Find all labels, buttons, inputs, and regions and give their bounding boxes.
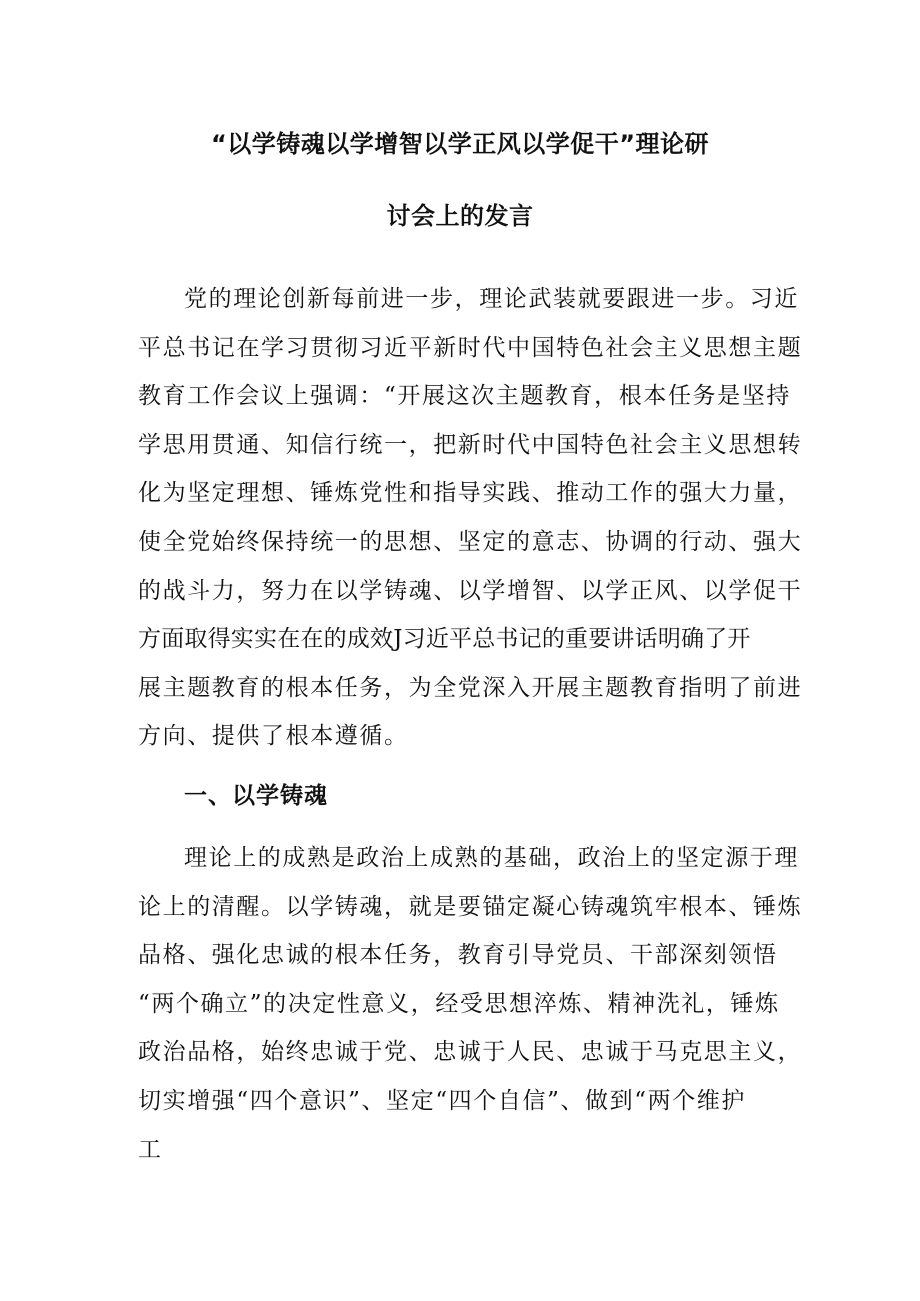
paragraph-line: 教育工作会议上强调：“开展这次主题教育，根本任务是坚持 [138,383,791,410]
paragraph-line: 品格、强化忠诚的根本任务，教育引导党员、干部深刻领悟 [138,942,778,969]
document-title-line-2: 讨会上的发言 [386,202,534,230]
paragraph-line: 党的理论创新每前进一步，理论武装就要跟进一步。习近 [184,286,799,312]
section-heading: 一、以学铸魂 [184,783,328,809]
paragraph-line: 平总书记在学习贯彻习近平新时代中国特色社会主义思想主题 [138,334,803,361]
paragraph-line: 学思用贯通、知信行统一，把新时代中国特色社会主义思想转 [138,431,803,458]
paragraph-line: 的战斗力，努力在以学铸魂、以学增智、以学正风、以学促干 [138,577,803,604]
paragraph-line: 使全党始终保持统一的思想、坚定的意志、协调的行动、强大 [138,528,803,555]
paragraph-line: “两个确立”的决定性意义，经受思想淬炼、精神洗礼，锤炼 [138,990,780,1017]
paragraph-line: 展主题教育的根本任务，为全党深入开展主题教育指明了前进 [138,674,803,701]
document-title-line-1: “以学铸魂以学增智以学正风以学促干”理论研 [210,130,710,158]
paragraph-line: 论上的清醒。以学铸魂，就是要锚定凝心铸魂筑牢根本、锤炼 [138,893,803,920]
intro-paragraph [138,275,803,761]
paragraph-line: 政治品格，始终忠诚于党、忠诚于人民、忠诚于马克思主义， [138,1039,803,1066]
paragraph-line: 工 [138,1136,163,1163]
paragraph-line: 方面取得实实在在的成效J习近平总书记的重要讲话明确了开 [138,626,751,653]
paragraph-line: 理论上的成熟是政治上成熟的基础，政治上的坚定源于理 [184,845,799,871]
paragraph-line: 方向、提供了根本遵循。 [138,723,409,750]
paragraph-line: 化为坚定理想、锤炼党性和指导实践、推动工作的强大力量， [138,480,803,507]
section-1-paragraph [138,834,803,1174]
paragraph-line: 切实增强“四个意识”、坚定“四个自信”、做到“两个维护 [138,1087,746,1114]
